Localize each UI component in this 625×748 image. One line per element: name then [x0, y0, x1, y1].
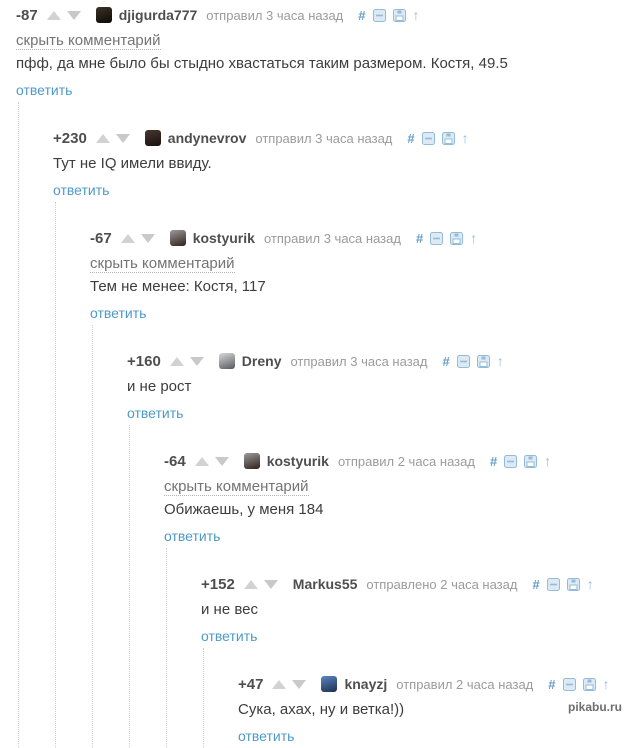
avatar[interactable] — [244, 453, 260, 469]
collapse-icon[interactable] — [457, 355, 470, 368]
permalink-hash-icon[interactable]: # — [407, 130, 415, 146]
collapse-icon[interactable] — [373, 9, 386, 22]
timestamp: отправил 3 часа назад — [206, 7, 344, 23]
hide-comment-row — [16, 32, 625, 52]
upvote-arrow-icon[interactable] — [96, 134, 110, 143]
comment-score: +160 — [127, 352, 161, 370]
comment-children — [18, 102, 625, 748]
username-link[interactable]: kostyurik — [266, 453, 329, 469]
comment-header — [90, 228, 625, 248]
permalink-hash-icon[interactable]: # — [358, 7, 366, 23]
username-link[interactable]: kostyurik — [192, 230, 255, 246]
upvote-arrow-icon[interactable] — [47, 11, 61, 20]
collapse-icon[interactable] — [430, 232, 443, 245]
comment-score: -87 — [16, 6, 38, 24]
comment-actions — [407, 130, 468, 146]
upvote-arrow-icon[interactable] — [121, 234, 135, 243]
username-link[interactable]: andynevrov — [167, 130, 247, 146]
comment-actions — [490, 453, 551, 469]
downvote-arrow-icon[interactable] — [116, 134, 130, 143]
comment-header — [238, 674, 625, 694]
timestamp: отправил 2 часа назад — [396, 676, 534, 692]
collapse-icon[interactable] — [422, 132, 435, 145]
comment-body: и не вес — [201, 601, 258, 618]
username-link[interactable]: knayzj — [344, 676, 388, 692]
comment-header — [16, 5, 625, 25]
save-icon[interactable] — [442, 132, 455, 145]
scroll-top-icon[interactable]: ↑ — [412, 7, 420, 23]
username-link[interactable]: Dreny — [241, 353, 282, 369]
hide-comment-link[interactable]: скрыть комментарий — [16, 32, 161, 49]
avatar[interactable] — [96, 7, 112, 23]
comment-body: Тем не менее: Костя, 117 — [90, 278, 266, 295]
save-icon[interactable] — [567, 578, 580, 591]
comment-header — [164, 451, 625, 471]
downvote-arrow-icon[interactable] — [215, 457, 229, 466]
comment-score: +152 — [201, 575, 235, 593]
comment-body: Обижаешь, у меня 184 — [164, 501, 324, 518]
collapse-icon[interactable] — [563, 678, 576, 691]
comment-header — [201, 574, 625, 594]
timestamp: отправлено 2 часа назад — [366, 576, 518, 592]
reply-row — [53, 182, 625, 202]
comment — [90, 228, 625, 748]
timestamp: отправил 3 часа назад — [263, 230, 401, 246]
avatar[interactable] — [145, 130, 161, 146]
reply-link[interactable]: ответить — [238, 728, 295, 744]
scroll-top-icon[interactable]: ↑ — [602, 676, 610, 692]
hide-comment-row — [90, 255, 625, 275]
comment-actions — [442, 353, 503, 369]
reply-row — [90, 305, 625, 325]
reply-row — [16, 82, 625, 102]
comment-score: -64 — [164, 452, 186, 470]
permalink-hash-icon[interactable]: # — [442, 353, 450, 369]
save-icon[interactable] — [524, 455, 537, 468]
reply-row — [238, 728, 625, 748]
comment-body: пфф, да мне было бы стыдно хвастаться таким размером. Костя, 49.5 — [16, 55, 508, 72]
comment-actions — [416, 230, 477, 246]
username-link[interactable]: djigurda777 — [118, 7, 198, 23]
comment — [127, 351, 625, 748]
reply-link[interactable]: ответить — [201, 628, 258, 644]
comment-actions — [532, 576, 593, 592]
comment-actions — [548, 676, 609, 692]
watermark: pikabu.ru — [567, 700, 622, 714]
comment-children — [129, 425, 625, 748]
avatar[interactable] — [321, 676, 337, 692]
permalink-hash-icon[interactable]: # — [532, 576, 540, 592]
scroll-top-icon[interactable]: ↑ — [586, 576, 594, 592]
reply-link[interactable]: ответить — [16, 82, 73, 98]
upvote-arrow-icon[interactable] — [170, 357, 184, 366]
hide-comment-row — [164, 478, 625, 498]
timestamp: отправил 3 часа назад — [290, 353, 428, 369]
downvote-arrow-icon[interactable] — [190, 357, 204, 366]
comment — [53, 128, 625, 748]
username-link[interactable]: Markus55 — [292, 576, 358, 592]
comment-score: +47 — [238, 675, 264, 693]
reply-link[interactable]: ответить — [127, 405, 184, 421]
reply-row — [127, 405, 625, 425]
collapse-icon[interactable] — [547, 578, 560, 591]
downvote-arrow-icon[interactable] — [264, 580, 278, 589]
timestamp: отправил 3 часа назад — [255, 130, 393, 146]
save-icon[interactable] — [450, 232, 463, 245]
permalink-hash-icon[interactable]: # — [548, 676, 556, 692]
hide-comment-link[interactable]: скрыть комментарий — [164, 478, 309, 495]
hide-comment-link[interactable]: скрыть комментарий — [90, 255, 235, 272]
downvote-arrow-icon[interactable] — [141, 234, 155, 243]
comment-header — [127, 351, 625, 371]
scroll-top-icon[interactable]: ↑ — [461, 130, 469, 146]
reply-link[interactable]: ответить — [90, 305, 147, 321]
comment — [201, 574, 625, 748]
reply-row — [164, 528, 625, 548]
permalink-hash-icon[interactable]: # — [415, 230, 424, 246]
comment — [164, 451, 625, 748]
comment-children — [203, 648, 625, 748]
reply-link[interactable]: ответить — [164, 528, 221, 544]
upvote-arrow-icon[interactable] — [244, 580, 258, 589]
collapse-icon[interactable] — [504, 455, 517, 468]
comment-children — [92, 325, 625, 748]
reply-link[interactable]: ответить — [53, 182, 110, 198]
upvote-arrow-icon[interactable] — [272, 680, 286, 689]
scroll-top-icon[interactable]: ↑ — [470, 230, 478, 246]
save-icon[interactable] — [393, 9, 406, 22]
comment-children — [55, 202, 625, 748]
scroll-top-icon[interactable]: ↑ — [544, 453, 552, 469]
comment-header — [53, 128, 625, 148]
permalink-hash-icon[interactable]: # — [489, 453, 498, 469]
comment-score: -67 — [90, 229, 112, 247]
comment-children — [166, 548, 625, 748]
upvote-arrow-icon[interactable] — [195, 457, 209, 466]
comment-body: Сука, ахах, ну и ветка!)) — [238, 701, 405, 718]
downvote-arrow-icon[interactable] — [292, 680, 306, 689]
comment — [238, 674, 625, 748]
save-icon[interactable] — [477, 355, 490, 368]
save-icon[interactable] — [583, 678, 596, 691]
scroll-top-icon[interactable]: ↑ — [496, 353, 504, 369]
reply-row — [201, 628, 625, 648]
comment-body: и не рост — [127, 378, 192, 395]
comment-score: +230 — [53, 129, 87, 147]
avatar[interactable] — [219, 353, 235, 369]
comment — [16, 5, 625, 748]
timestamp: отправил 2 часа назад — [337, 453, 475, 469]
comment-body: Тут не IQ имели ввиду. — [53, 155, 212, 172]
downvote-arrow-icon[interactable] — [67, 11, 81, 20]
comment-actions — [358, 7, 419, 23]
avatar[interactable] — [170, 230, 186, 246]
